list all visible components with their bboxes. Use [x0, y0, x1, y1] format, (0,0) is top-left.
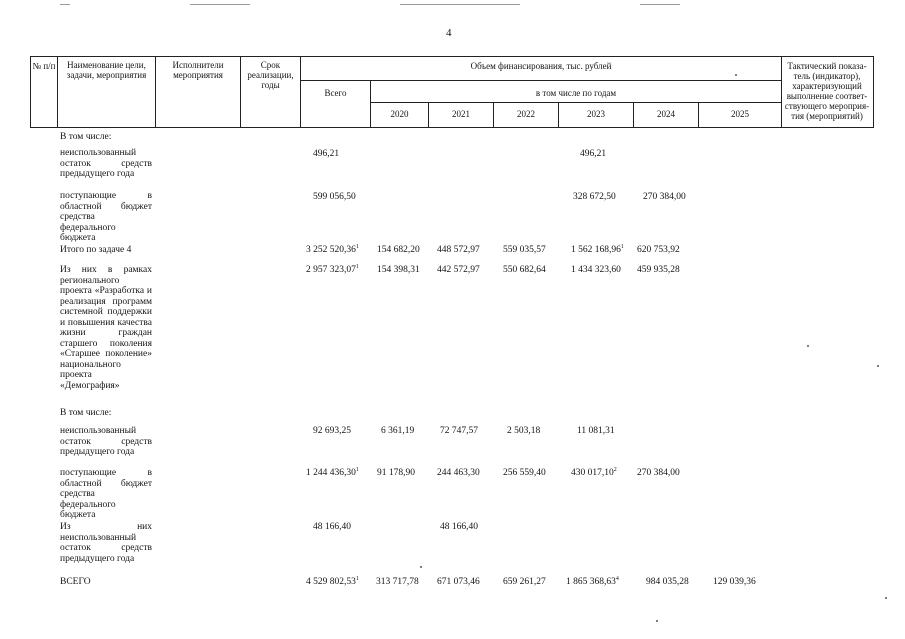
- header-indicator: Тактический показа-тель (индикатор), характеризующий выполнение соответ-ствующего мероприя-тия (мероприятий): [784, 61, 870, 121]
- header-year-2025: 2025: [731, 109, 749, 119]
- cell-2024: 459 935,28: [637, 265, 680, 275]
- scan-speck: [885, 597, 887, 599]
- cell-total: 3 252 520,36$^1$: [306, 243, 359, 255]
- cell-total: 599 056,50: [313, 192, 356, 202]
- header-year-2021: 2021: [452, 109, 470, 119]
- cell-2021: 72 747,57: [440, 426, 478, 436]
- cell-2023: 1 562 168,96$^1$: [571, 243, 624, 255]
- cell-2020: 6 361,19: [381, 426, 415, 436]
- cell-2020: 313 717,78: [376, 577, 419, 587]
- cell-2020: 154 682,20: [377, 245, 420, 255]
- cell-2023: 430 017,10$^2$: [571, 466, 617, 478]
- row-label: Из них неиспользованный остаток средств предыдущего года: [60, 522, 152, 564]
- cell-2022: 659 261,27: [503, 577, 546, 587]
- scan-speck: [877, 365, 879, 367]
- cell-2022: 550 682,64: [503, 265, 546, 275]
- row-label: поступающие в областной бюджет средства федерального бюджета: [60, 191, 152, 243]
- row-label: В том числе:: [60, 408, 112, 418]
- header-year-2020: 2020: [390, 109, 409, 119]
- row-label: поступающие в областной бюджет средства федерального бюджета: [60, 468, 152, 520]
- cell-2020: 154 398,31: [377, 265, 420, 275]
- row-label: Из них в рамках регионального проекта «Разработка и реализация программ системной поддержки и повышения качества жизни граждан старшего поколения «Старшее поколение» национального проекта «Демография»: [60, 265, 152, 391]
- row-label: неиспользованный остаток средств предыдущего года: [60, 426, 152, 457]
- cell-total: 2 957 323,07$^1$: [306, 263, 359, 275]
- row-label: ВСЕГО: [60, 577, 91, 587]
- row-label: Итого по задаче 4: [60, 245, 132, 255]
- scan-speck: [420, 566, 422, 568]
- header-year-2022: 2022: [517, 109, 535, 119]
- scan-mark: [400, 4, 520, 5]
- cell-2023: 1 865 368,63$^4$: [566, 575, 619, 587]
- cell-2025: 129 039,36: [713, 577, 756, 587]
- cell-2023: 496,21: [580, 149, 607, 159]
- cell-total: 4 529 802,53$^1$: [306, 575, 359, 587]
- scan-speck: [735, 74, 737, 76]
- cell-2021: 244 463,30: [437, 468, 480, 478]
- cell-total: 48 166,40: [313, 522, 351, 532]
- cell-2022: 256 559,40: [503, 468, 546, 478]
- cell-2024: 270 384,00: [637, 468, 680, 478]
- scan-speck: [656, 620, 658, 622]
- cell-2024: 984 035,28: [646, 577, 689, 587]
- cell-2021: 442 572,97: [437, 265, 480, 275]
- cell-total: 496,21: [313, 149, 340, 159]
- cell-2022: 2 503,18: [507, 426, 541, 436]
- cell-2024: 270 384,00: [643, 192, 686, 202]
- header-by-years: в том числе по годам: [535, 88, 617, 98]
- cell-2020: 91 178,90: [377, 468, 415, 478]
- header-total: Всего: [324, 88, 347, 98]
- cell-total: 92 693,25: [313, 426, 351, 436]
- cell-total: 1 244 436,30$^1$: [306, 466, 359, 478]
- cell-2023: 1 434 323,60: [571, 265, 621, 275]
- cell-2021: 448 572,97: [437, 245, 480, 255]
- scan-speck: [807, 345, 809, 347]
- cell-2023: 11 081,31: [577, 426, 615, 436]
- header-year-2024: 2024: [657, 109, 675, 119]
- cell-2021: 671 073,46: [437, 577, 480, 587]
- header-term: Срок реализации, годы: [247, 60, 294, 90]
- header-num: № п/п: [32, 61, 56, 71]
- row-label: неиспользованный остаток средств предыдущего года: [60, 148, 152, 179]
- cell-2024: 620 753,92: [637, 245, 680, 255]
- header-executors: Исполнители мероприятия: [172, 60, 224, 80]
- row-label: В том числе:: [60, 132, 112, 142]
- scan-mark: [640, 4, 680, 5]
- scan-mark: [60, 4, 70, 5]
- cell-2023: 328 672,50: [573, 192, 616, 202]
- cell-2022: 559 035,57: [503, 245, 546, 255]
- header-funding: Объем финансирования, тыс. рублей: [470, 61, 612, 71]
- cell-2021: 48 166,40: [440, 522, 478, 532]
- header-name: Наименование цели, задачи, мероприятия: [66, 60, 147, 80]
- header-year-2023: 2023: [587, 109, 605, 119]
- page-number: 4: [446, 27, 452, 39]
- scan-mark: [190, 4, 250, 5]
